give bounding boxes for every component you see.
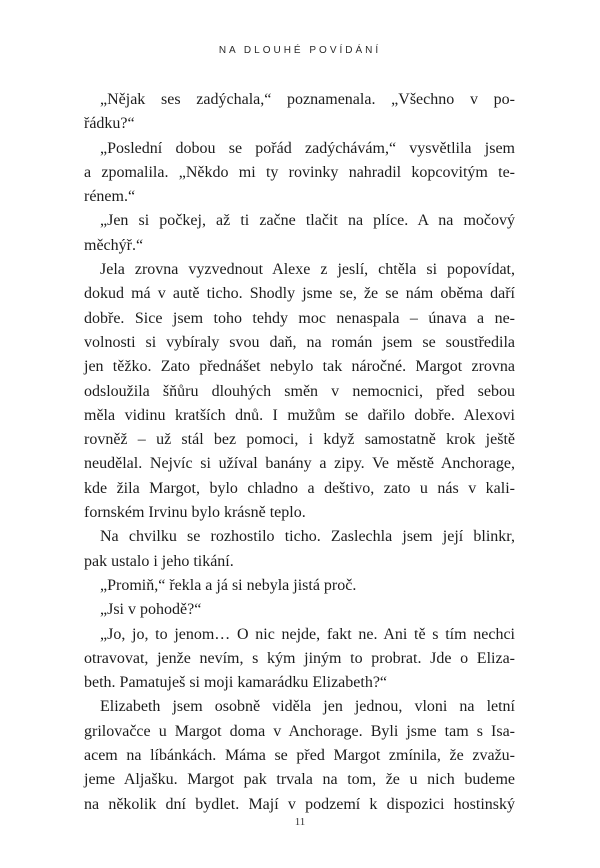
text-line: Jela zrovna vyzvednout Alexe z jeslí, chtěla si popovídat,	[100, 261, 515, 279]
text-line: grilovačce u Margot doma v Anchorage. Byli jsme tam s Isa-	[84, 722, 515, 740]
text-line: volnosti si vybíraly svou daň, na román jsem se soustředila	[84, 333, 515, 351]
text-line: na několik dní bydlet. Mají v podzemí k dispozici hostinský	[84, 795, 515, 813]
running-head: NA DLOUHÉ POVÍDÁNÍ	[218, 45, 382, 56]
text-line: a zpomalila. „Někdo mi ty rovinky nahradil kopcovitým te-	[84, 163, 515, 181]
text-line: „Poslední dobou se pořád zadýchávám,“ vysvětlila jsem	[100, 139, 515, 157]
text-line: „Jo, jo, to jenom… O nic nejde, fakt ne. Ani tě s tím nechci	[100, 625, 515, 643]
text-line: neudělal. Nejvíc si užíval banány a zipy. Ve městě Anchorage,	[84, 455, 515, 473]
text-line: „Jen si počkej, až ti začne tlačit na plíce. A na močový	[100, 212, 515, 230]
text-line: řádku?“	[84, 115, 135, 133]
text-line: „Promiň,“ řekla a já si nebyla jistá proč.	[100, 576, 357, 594]
body-text	[84, 88, 515, 817]
text-line: odsloužila šňůru dlouhých směn v nemocnici, před sebou	[84, 382, 515, 400]
text-line: jen těžko. Zato přednášet nebylo tak náročné. Margot zrovna	[84, 358, 515, 376]
text-line: fornském Irvinu bylo krásně teplo.	[84, 504, 306, 522]
text-line: Elizabeth jsem osobně viděla jen jednou, vloni na letní	[100, 698, 515, 716]
text-line: měla vidinu kratších dnů. I mužům se dařilo dobře. Alexovi	[84, 406, 515, 424]
text-line: jeme Aljašku. Margot pak trvala na tom, že u nich budeme	[84, 771, 515, 789]
text-line: beth. Pamatuješ si moji kamarádku Elizabeth?“	[84, 674, 388, 692]
text-line: Na chvilku se rozhostilo ticho. Zaslechla jsem její blinkr,	[100, 528, 515, 546]
text-line: měchýř.“	[84, 236, 144, 254]
text-line: rovněž – už stál bez pomoci, i když samostatně krok ještě	[84, 431, 515, 449]
text-line: „Nějak ses zadýchala,“ poznamenala. „Všechno v po-	[100, 91, 515, 108]
text-line: dokud má v autě ticho. Shodly jsme se, že se nám oběma daří	[84, 285, 515, 303]
text-line: otravovat, jenže nevím, s kým jiným to probrat. Jde o Eliza-	[84, 649, 515, 667]
text-line: rénem.“	[84, 188, 136, 206]
text-line: kde žila Margot, bylo chladno a deštivo, zato u nás v kali-	[84, 479, 515, 497]
text-line: dobře. Sice jsem toho tehdy moc nenaspala – únava a ne-	[84, 309, 515, 327]
text-line: acem na líbánkách. Máma se před Margot zmínila, že zvažu-	[84, 747, 515, 765]
page-number: 11	[294, 816, 306, 828]
text-line: pak ustalo i jeho tikání.	[84, 552, 234, 570]
text-line: „Jsi v pohodě?“	[100, 601, 202, 619]
